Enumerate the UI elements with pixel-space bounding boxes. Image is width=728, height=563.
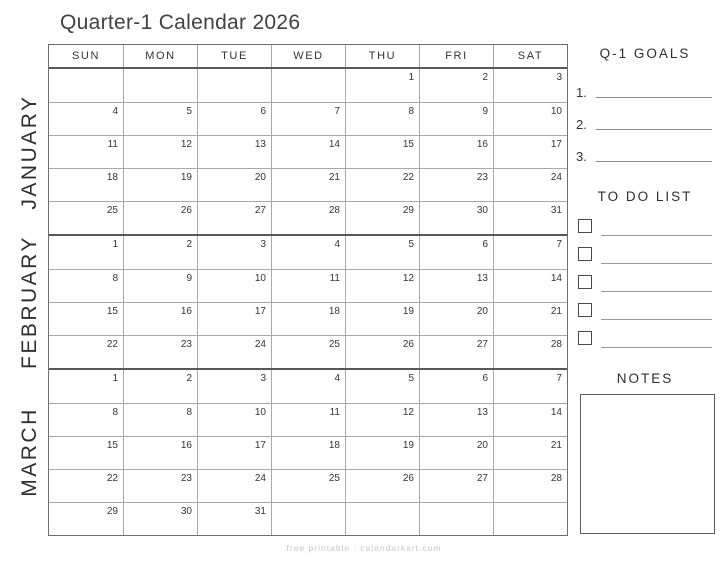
day-cell: 24 — [197, 336, 271, 368]
todo-item — [578, 296, 712, 324]
notes-box — [580, 394, 715, 534]
day-cell: 5 — [345, 236, 419, 269]
day-cell: 11 — [271, 404, 345, 436]
goal-number: 2. — [576, 117, 587, 132]
day-cell: 18 — [271, 303, 345, 335]
day-cell: 3 — [493, 69, 567, 102]
week-row — [49, 236, 567, 269]
day-cell: 21 — [271, 169, 345, 201]
day-cell: 13 — [197, 136, 271, 168]
month-label-february: FEBRUARY — [18, 235, 41, 369]
day-cell: 15 — [106, 306, 118, 317]
day-cell: 10 — [197, 270, 271, 302]
week-row — [49, 102, 567, 135]
day-cell: 2 — [123, 370, 197, 403]
day-cell: 12 — [123, 136, 197, 168]
page-title: Quarter-1 Calendar 2026 — [60, 11, 301, 34]
day-cell: 2 — [419, 69, 493, 102]
todo-list — [578, 212, 712, 352]
day-cell: 20 — [419, 437, 493, 469]
goals-heading: Q-1 GOALS — [599, 46, 691, 61]
goal-number: 3. — [576, 149, 587, 164]
week-row — [49, 469, 567, 502]
day-cell: 14 — [271, 136, 345, 168]
day-cell: 17 — [197, 303, 271, 335]
day-cell: 25 — [106, 205, 118, 216]
day-cell: 25 — [271, 470, 345, 502]
goal-item — [576, 68, 712, 100]
day-cell: 10 — [197, 404, 271, 436]
day-cell: 14 — [493, 404, 567, 436]
goal-blank-line — [596, 129, 712, 130]
day-cell — [271, 69, 345, 102]
day-cell: 1 — [345, 69, 419, 102]
day-cell: 7 — [493, 370, 567, 403]
day-cell — [493, 503, 567, 535]
day-cell — [123, 69, 197, 102]
todo-checkbox-icon — [578, 303, 592, 317]
weekday-header-mon: MON — [123, 45, 197, 67]
goal-number: 1. — [576, 85, 587, 100]
day-cell: 6 — [197, 103, 271, 135]
day-cell: 8 — [345, 103, 419, 135]
day-cell: 3 — [197, 236, 271, 269]
day-cell: 18 — [271, 437, 345, 469]
day-cell: 2 — [123, 236, 197, 269]
weekday-header-thu: THU — [345, 45, 419, 67]
week-row — [49, 201, 567, 234]
day-cell: 22 — [106, 339, 118, 350]
day-cell: 5 — [123, 103, 197, 135]
calendar-grid — [48, 44, 568, 536]
day-cell: 27 — [197, 202, 271, 234]
day-cell: 30 — [123, 503, 197, 535]
todo-checkbox-icon — [578, 275, 592, 289]
day-cell: 4 — [271, 370, 345, 403]
day-cell: 11 — [107, 139, 118, 150]
week-row — [49, 69, 567, 102]
day-cell: 4 — [271, 236, 345, 269]
day-cell: 19 — [345, 437, 419, 469]
todo-blank-line — [601, 291, 712, 292]
weekday-header-row — [49, 45, 567, 69]
day-cell: 27 — [419, 470, 493, 502]
todo-checkbox-icon — [578, 247, 592, 261]
goal-item — [576, 100, 712, 132]
day-cell — [49, 69, 123, 102]
day-cell: 28 — [493, 336, 567, 368]
day-cell: 31 — [493, 202, 567, 234]
day-cell: 10 — [493, 103, 567, 135]
day-cell: 8 — [112, 273, 118, 284]
notes-heading: NOTES — [616, 371, 674, 386]
day-cell: 21 — [493, 303, 567, 335]
day-cell: 1 — [112, 373, 118, 384]
day-cell: 20 — [197, 169, 271, 201]
day-cell: 22 — [345, 169, 419, 201]
day-cell: 6 — [419, 236, 493, 269]
month-block-march — [49, 370, 567, 535]
week-row — [49, 168, 567, 201]
week-row — [49, 135, 567, 168]
day-cell: 19 — [123, 169, 197, 201]
footer-credit: free printable : calendarkart.com — [286, 543, 442, 553]
weekday-header-tue: TUE — [197, 45, 271, 67]
day-cell: 16 — [419, 136, 493, 168]
goals-list — [576, 68, 712, 164]
day-cell: 8 — [123, 404, 197, 436]
weekday-header-sat: SAT — [493, 45, 567, 67]
weekday-header-wed: WED — [271, 45, 345, 67]
day-cell: 24 — [493, 169, 567, 201]
day-cell: 6 — [419, 370, 493, 403]
day-cell: 16 — [123, 437, 197, 469]
day-cell: 22 — [106, 473, 118, 484]
day-cell: 12 — [345, 270, 419, 302]
day-cell: 26 — [345, 470, 419, 502]
day-cell: 7 — [493, 236, 567, 269]
day-cell — [419, 503, 493, 535]
day-cell: 11 — [271, 270, 345, 302]
day-cell — [271, 503, 345, 535]
day-cell: 17 — [197, 437, 271, 469]
day-cell: 16 — [123, 303, 197, 335]
weekday-header-sun: SUN — [71, 50, 101, 62]
day-cell: 1 — [112, 239, 118, 250]
day-cell: 19 — [345, 303, 419, 335]
week-row — [49, 269, 567, 302]
todo-item — [578, 324, 712, 352]
day-cell — [345, 503, 419, 535]
day-cell: 23 — [123, 336, 197, 368]
day-cell: 28 — [493, 470, 567, 502]
day-cell: 3 — [197, 370, 271, 403]
day-cell: 30 — [419, 202, 493, 234]
week-row — [49, 436, 567, 469]
weekday-header-fri: FRI — [419, 45, 493, 67]
day-cell: 18 — [106, 172, 118, 183]
day-cell: 13 — [419, 404, 493, 436]
day-cell: 26 — [345, 336, 419, 368]
month-label-january: JANUARY — [18, 94, 41, 210]
goal-blank-line — [596, 97, 712, 98]
week-row — [49, 502, 567, 535]
day-cell: 23 — [419, 169, 493, 201]
todo-checkbox-icon — [578, 219, 592, 233]
day-cell: 9 — [419, 103, 493, 135]
day-cell: 8 — [112, 407, 118, 418]
day-cell: 28 — [271, 202, 345, 234]
week-row — [49, 370, 567, 403]
todo-blank-line — [601, 347, 712, 348]
todo-blank-line — [601, 319, 712, 320]
day-cell: 5 — [345, 370, 419, 403]
day-cell: 25 — [271, 336, 345, 368]
day-cell: 7 — [271, 103, 345, 135]
day-cell: 9 — [123, 270, 197, 302]
day-cell: 14 — [493, 270, 567, 302]
goal-blank-line — [596, 161, 712, 162]
day-cell: 17 — [493, 136, 567, 168]
day-cell — [197, 69, 271, 102]
day-cell: 12 — [345, 404, 419, 436]
day-cell: 31 — [197, 503, 271, 535]
day-cell: 23 — [123, 470, 197, 502]
todo-blank-line — [601, 235, 712, 236]
day-cell: 4 — [112, 106, 118, 117]
month-block-february — [49, 236, 567, 370]
day-cell: 20 — [419, 303, 493, 335]
week-row — [49, 335, 567, 368]
todo-checkbox-icon — [578, 331, 592, 345]
week-row — [49, 302, 567, 335]
day-cell: 29 — [106, 506, 118, 517]
todo-item — [578, 212, 712, 240]
day-cell: 21 — [493, 437, 567, 469]
goal-item — [576, 132, 712, 164]
week-row — [49, 403, 567, 436]
todo-item — [578, 268, 712, 296]
todo-blank-line — [601, 263, 712, 264]
day-cell: 26 — [123, 202, 197, 234]
day-cell: 15 — [345, 136, 419, 168]
month-block-january — [49, 69, 567, 236]
day-cell: 15 — [106, 440, 118, 451]
day-cell: 29 — [345, 202, 419, 234]
day-cell: 24 — [197, 470, 271, 502]
todo-heading: TO DO LIST — [597, 189, 693, 204]
month-label-march: MARCH — [18, 407, 41, 497]
day-cell: 27 — [419, 336, 493, 368]
day-cell: 13 — [419, 270, 493, 302]
todo-item — [578, 240, 712, 268]
